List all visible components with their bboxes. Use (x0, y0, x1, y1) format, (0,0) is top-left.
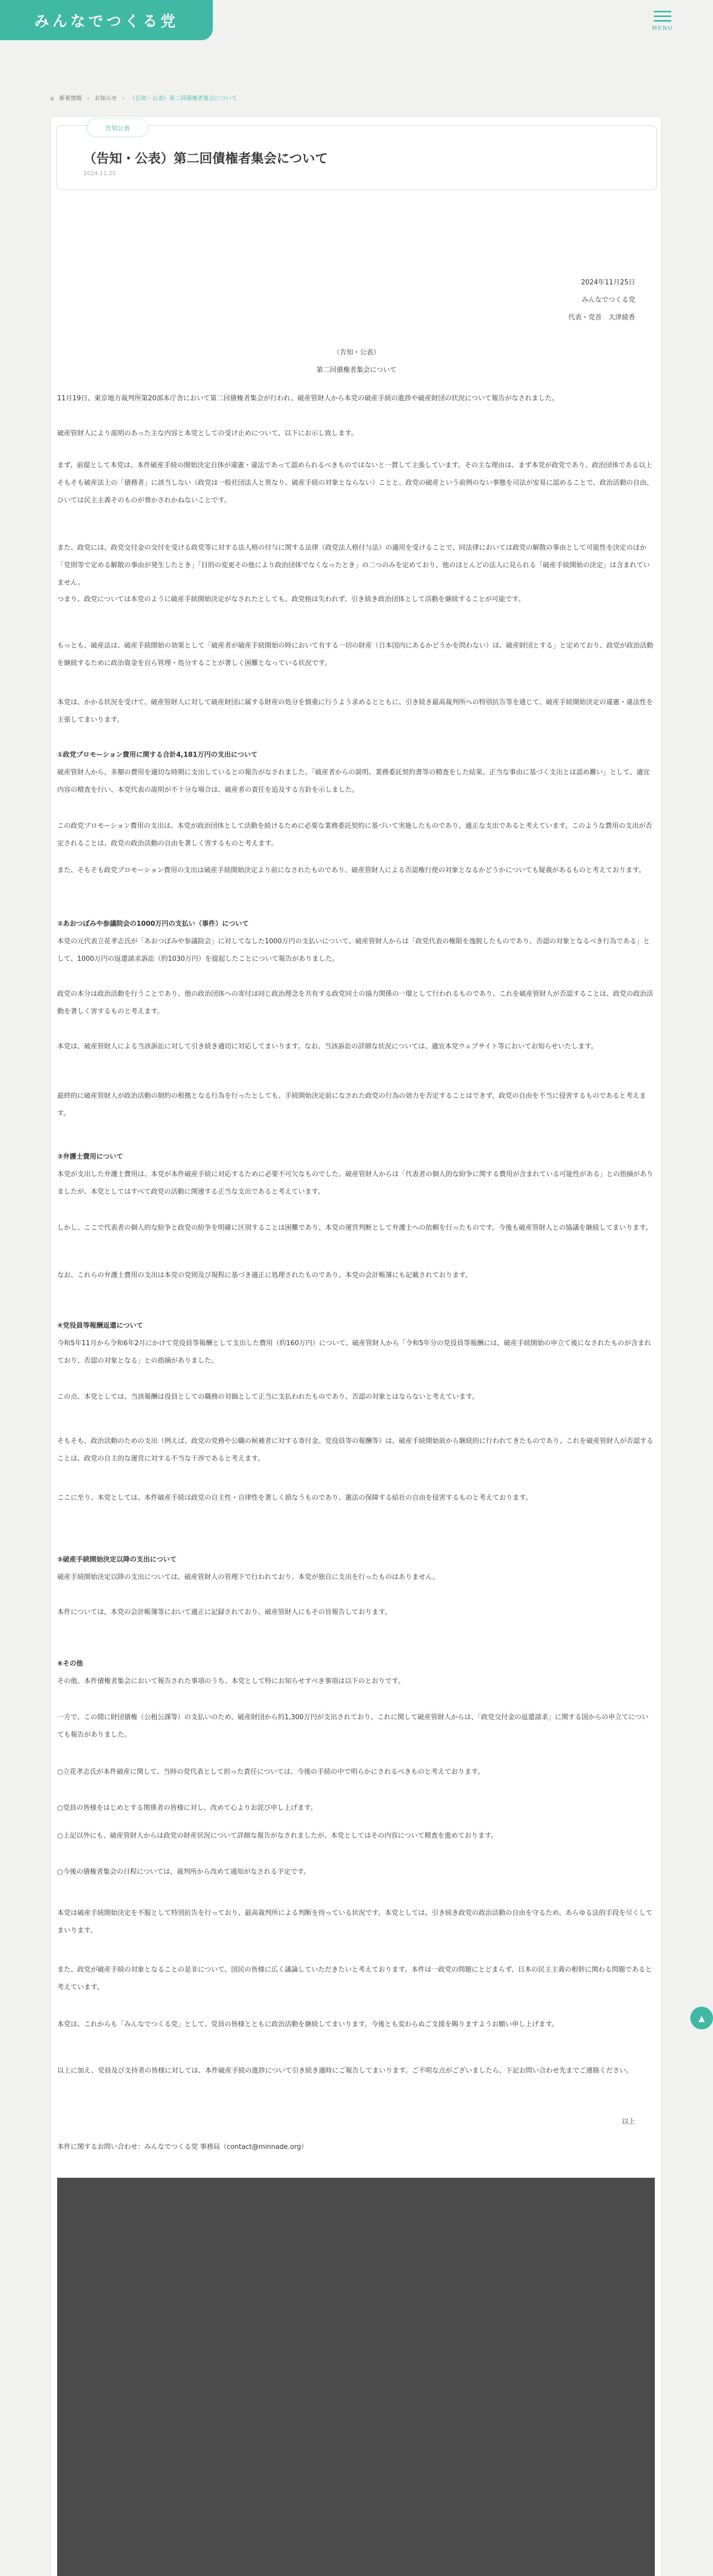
signature-date: 2024年11月25日 (581, 279, 635, 286)
breadcrumb-sep-icon: › (122, 94, 125, 101)
paragraph: また、政党が破産手続の対象となることの是非について、国民の皆様に広く議論していただきたいと考えております。本件は一政党の問題にとどまらず、日本の民主主義の根幹に関わる問題であると考えています。 (57, 1966, 652, 1991)
paragraph: 政党の本分は政治活動を行うことであり、他の政治団体への寄付は同じ政治理念を共有する政党同士の協力関係の一環として行われるものであり、これを破産管財人が否認することは、政党の政治活動を著しく害するものと考えます。 (57, 990, 654, 1015)
site-header (0, 0, 713, 52)
menu-icon-bar (654, 15, 671, 17)
closing-ijo: 以上 (621, 2118, 635, 2126)
menu-button[interactable] (650, 8, 675, 39)
paragraph: なお、これらの弁護士費用の支出は本党の党則及び規程に基づき適正に処理されたものであり、本党の会計帳簿にも記載されております。 (57, 1272, 472, 1279)
home-icon[interactable]: ⌂ (50, 94, 54, 101)
paragraph: ○上記以外にも、破産管財人からは政党の財産状況について詳細な報告がなされましたが、本党としてはその内容について精査を進めております。 (57, 1832, 498, 1840)
paragraph: 本党は、かかる状況を受けて、破産管財人に対して破産財団に属する財産の処分を慎重に行うよう求めるとともに、引き続き最高裁判所への特別抗告等を通じて、破産手続開始決定の違憲・違法性を主張してまいります。 (57, 699, 653, 724)
post-date: 2024.11.25 (83, 170, 116, 177)
breadcrumb-home[interactable]: 新着情報 (59, 95, 82, 101)
paragraph: 破産管財人により説明のあった主な内容と本党としての受け止めについて、以下にお示し致します。 (57, 430, 358, 437)
paragraph: この政党プロモーション費用の支出は、本党が政治団体として活動を続けるために必要な業務委託契約に基づいて実施したものであり、適正な支出であると考えています。このような費用の支出が否定されることは、政党の政治活動の自由を著しく害するものと考えます。 (57, 822, 652, 848)
paragraph: 以上に加え、党員及び支持者の皆様に対しては、本件破産手続の進捗について引き続き適時にご報告してまいります。ご不明な点がございましたら、下記お問い合わせ先までご連絡ください。 (57, 2067, 633, 2075)
paragraph: 最終的に破産管財人が政治活動の制約の根拠となる行為を行ったとしても、手続開始決定前になされた政党の行為の効力を否定することはできず、政党の自由を不当に侵害するものであると考えます。 (57, 1092, 646, 1117)
paragraph: ○今後の債権者集会の日程については、裁判所から改めて通知がなされる予定です。 (57, 1868, 311, 1876)
paragraph: 一方で、この間に財団債権（公租公課等）の支払いのため、破産財団から約1,300万円が支出されており、これに関して破産管財人からは、「政党交付金の返還請求」に関する国からの申立てについても報告がありました。 (57, 1714, 649, 1739)
article-photo (57, 2178, 655, 2576)
category-badge[interactable]: 告知公表 (87, 118, 148, 137)
article (50, 116, 661, 2576)
menu-icon-bar (654, 11, 671, 12)
paragraph: ○党員の皆様をはじめとする関係者の皆様に対し、改めて心よりお詫び申し上げます。 (57, 1804, 317, 1812)
contact-line: 本件に関するお問い合わせ：みんなでつくる党 事務局（contact@minnade.org） (57, 2143, 308, 2151)
paragraph: 本件については、本党の会計帳簿等において適正に記録されており、破産管財人にもその旨報告しております。 (57, 1608, 392, 1616)
scroll-top-button[interactable] (690, 2007, 713, 2029)
paragraph: 本党は、これからも「みんなでつくる党」として、党員の皆様とともに政治活動を継続してまいります。今後とも変わらぬご支援を賜りますようお願い申し上げます。 (57, 2021, 558, 2028)
menu-label: MENU (652, 25, 673, 31)
paragraph: まず、前提として本党は、本件破産手続の開始決定自体が違憲・違法であって認められるべきものではないと一貫して主張しています。その主な理由は、まず本党が政党であり、政治団体である以上そもそも破産法上の「債務者」に該当しない（政党は一般社団法人と異なり、破産手続の対象とならない）ことと、政党の破産という前例のない事態を司法が安易に認めることで、政治活動の自由、ひいては民主主義そのものが脅かされかねないことです。 (57, 462, 653, 504)
doc-heading-2: 第二回債権者集会について (316, 366, 397, 374)
section-heading: ④党役員等報酬返還について (57, 1322, 143, 1330)
paragraph: その他、本件債権者集会において報告された事項のうち、本党として特にお知らせすべき事項は以下のとおりです。 (57, 1677, 405, 1685)
menu-icon-bar (654, 20, 671, 22)
breadcrumb (50, 94, 237, 102)
doc-heading-1: （告知・公表） (333, 349, 380, 357)
section-heading: ②あおつぼみや参議院会の1000万円の支払い（事件）について (57, 920, 249, 928)
paragraph: ○立花孝志氏が本件破産に関して、当時の党代表として担った責任については、今後の手続の中で明らかにされるべきものと考えております。 (57, 1768, 484, 1776)
section-heading: ①政党プロモーション費用に関する合計4,181万円の支出について (57, 751, 258, 759)
breadcrumb-sep-icon: › (87, 94, 90, 101)
section-heading: ⑥その他 (57, 1660, 83, 1668)
paragraph: 破産手続開始決定以降の支出については、破産管財人の管理下で行われており、本党が独自に支出を行ったものはありません。 (57, 1573, 439, 1581)
paragraph: 本党は、破産管財人による当該訴訟に対して引き続き適切に対応してまいります。なお、当該訴訟の詳細な状況については、適宜本党ウェブサイト等においてお知らせいたします。 (57, 1043, 598, 1050)
page-title: （告知・公表）第二回債権者集会について (83, 151, 328, 166)
paragraph: 本党が支出した弁護士費用は、本党が本件破産手続に対応するために必要不可欠なものでした。破産管財人からは「代表者の個人的な紛争に関する費用が含まれている可能性がある」との指摘がありましたが、本党としてはすべて政党の活動に関連する正当な支出であると考えています。 (57, 1171, 654, 1196)
signature-name: 代表・党首 大津綾香 (568, 314, 635, 321)
breadcrumb-news[interactable]: お知らせ (94, 95, 117, 101)
paragraph: ここに至り、本党としては、本件破産手続は政党の自主性・自律性を著しく損なうものであり、憲法の保障する結社の自由を侵害するものと考えております。 (57, 1494, 532, 1502)
breadcrumb-current: （告知・公表）第二回債権者集会について (129, 95, 237, 101)
paragraph: また、そもそも政党プロモーション費用の支出は破産手続開始決定より前になされたものであり、破産管財人による否認権行使の対象となるかどうかについても疑義があるものと考えております。 (57, 867, 646, 874)
paragraph: 今和5年11月から令和6年2月にかけて党役員等報酬として支出した費用（約160万円）について、破産管財人から「令和5年分の党役員等報酬には、破産手続開始の申立て後になされたものが含まれており、否認の対象となる」との指摘がありました。 (57, 1340, 651, 1365)
title-box (56, 125, 657, 190)
paragraph: つまり、政党については本党のように破産手続開始決定がなされたとしても、政党格は失われず、引き続き政治団体として活動を継続することが可能です。 (57, 596, 525, 603)
paragraph: この点、本党としては、当該報酬は役員としての職務の対価として正当に支払われたものであり、否認の対象とはならないと考えています。 (57, 1393, 479, 1401)
paragraph: 11月19日、東京地方裁判所第20部本庁舎において第二回債権者集会が行われ、破産管財人から本党の破産手続の進捗や破産財団の状況について報告がなされました。 (57, 395, 559, 402)
paragraph: そもそも、政治活動のための支出（例えば、政党の党務や公職の候補者に対する寄付金、党役員等の報酬等）は、破産手続開始前から継続的に行われてきたものであり、これを破産管財人が否認することは、政党の自主的な運営に対する不当な干渉であると考えます。 (57, 1437, 654, 1463)
paragraph: 本党の元代表立花孝志氏が「あおつぼみや参議院会」に対してなした1000万円の支払いについて、破産管財人からは「政党代表の権限を逸脱したものであり、否認の対象となるべき行為である」として、1000万円の返還請求訴訟（約1030万円）を提起したことについて報告がありました。 (57, 938, 650, 963)
paragraph: また、政党には、政党交付金の交付を受ける政党等に対する法人格の付与に関する法律（政党法人格付与法）の適用を受けることで、同法律においては政党の解散の事由として可能性を決定のほか「党則等で定める解散の事由が発生したとき」「目的の変更その他により政治団体でなくなったとき」の二つのみを定めており、他のほとんどの法人に見られる「破産手続開始の決定」は含まれていません。 (57, 544, 650, 587)
arrow-up-icon: ▲ (698, 2013, 705, 2023)
paragraph: もっとも、破産法は、破産手続開始の効果として「破産者が破産手続開始の時において有する一切の財産（日本国内にあるかどうかを問わない）は、破産財団とする」と定めており、政党が政治活動を継続するために政治資金を自ら管理・処分することが著しく困難となっている状況です。 (57, 642, 654, 667)
section-heading: ③弁護士費用について (57, 1153, 123, 1161)
paragraph: しかし、ここで代表者の個人的な紛争と政党の紛争を明確に区別することは困難であり、本党の運営判断として弁護士への依頼を行ったものです。今後も破産管財人との協議を継続してまいります。 (57, 1224, 652, 1232)
paragraph: 本党は破産手続開始決定を不服として特別抗告を行っており、最高裁判所による判断を待っている状況です。本党としては、引き続き政党の政治活動の自由を守るため、あらゆる法的手段を尽くしてまいります。 (57, 1909, 653, 1935)
paragraph: 破産管財人から、多額の費用を適切な時期に支出しているとの報告がなされました。「破産者からの説明、業務委託契約書等の精査をした結果、正当な事由に基づく支出とは認め難い」として、適宜内容の精査を行い、本党代表の説明が不十分な場合は、破産者の責任を追及する方針を示しました。 (57, 769, 650, 794)
signature-org: みんなでつくる党 (581, 296, 635, 304)
site-logo[interactable]: みんなでつくる党 (0, 0, 213, 40)
section-heading: ⑤破産手続開始決定以降の支出について (57, 1556, 177, 1564)
